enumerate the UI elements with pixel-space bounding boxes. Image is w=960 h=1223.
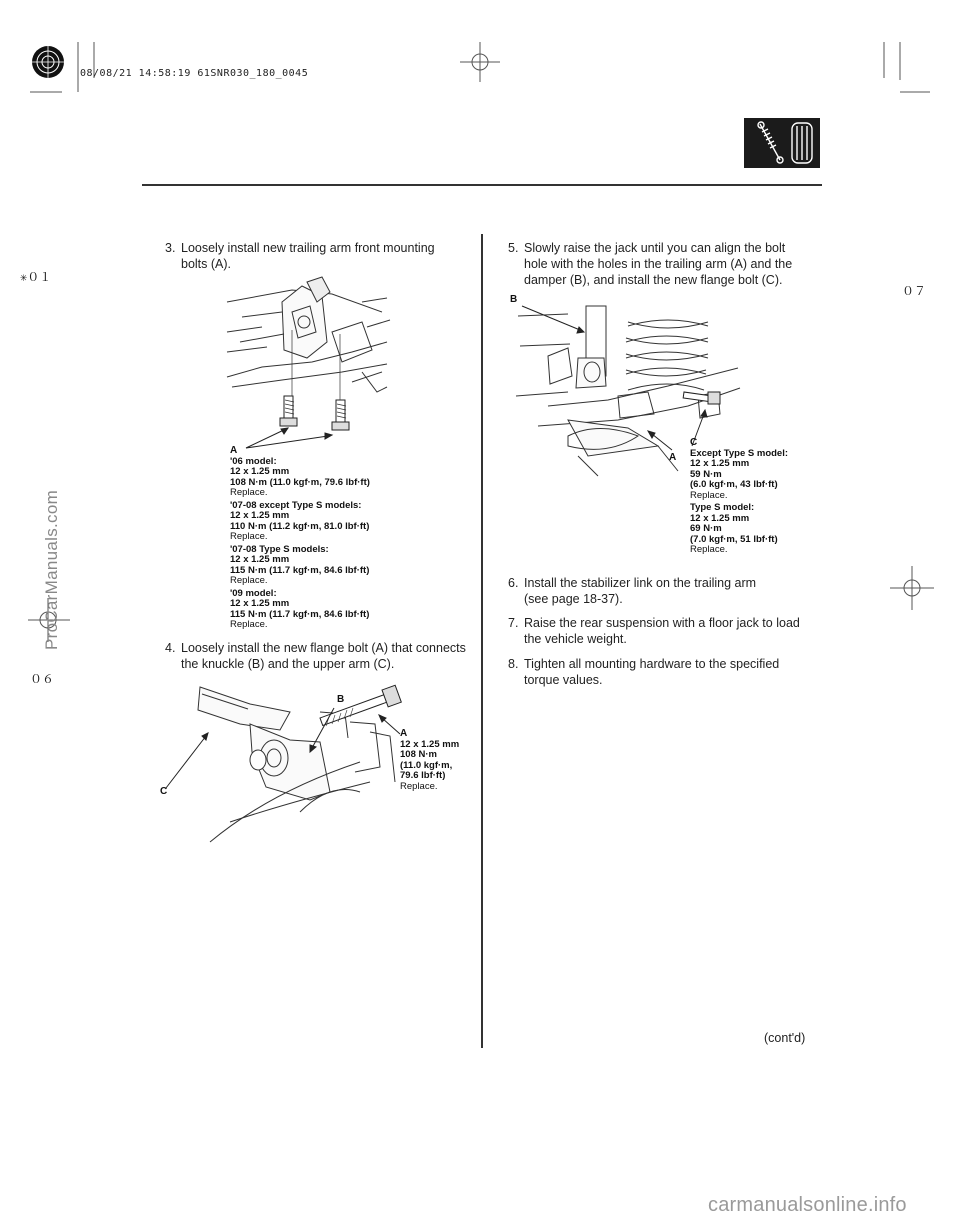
print-stamp: 08/08/21 14:58:19 61SNR030_180_0045 <box>80 68 309 79</box>
step-3 <box>165 240 475 272</box>
spec-torque: 110 N·m (11.2 kgf·m, 81.0 lbf·ft) <box>230 520 370 532</box>
spec-torque: 59 N·m <box>690 468 722 480</box>
callout-b: B <box>337 694 345 705</box>
step-text: Tighten all mounting hardware to the specified <box>524 657 780 671</box>
step-8 <box>508 656 828 688</box>
trailing-arm-front-illustration <box>222 272 392 437</box>
spec-note: Replace. <box>690 544 728 555</box>
registration-target-icon <box>30 44 70 84</box>
margin-mark-left-top: ✳０１ <box>20 270 52 284</box>
spec-torque: 69 N·m <box>690 523 722 534</box>
step-number: 7. <box>508 616 519 630</box>
spec-size: 12 x 1.25 mm <box>400 738 460 750</box>
spec-entry <box>230 457 470 499</box>
watermark-side: ProCarManuals.com <box>42 489 61 650</box>
header-rule <box>142 184 822 186</box>
step-text: hole with the holes in the trailing arm (A) and the <box>524 257 793 271</box>
step-5 <box>508 240 828 288</box>
step-text: Loosely install the new flange bolt (A) that connects <box>181 641 466 655</box>
step-text: Install the stabilizer link on the trailing arm <box>524 576 757 590</box>
margin-mark-right-top: ０７ <box>902 284 927 298</box>
step-text: bolts (A). <box>181 257 232 271</box>
spec-note: Replace. <box>230 575 268 586</box>
spec-size: 12 x 1.25 mm <box>230 598 290 609</box>
spec-model: Type S model: <box>690 502 755 513</box>
step-number: 6. <box>508 576 519 590</box>
spec-note: Replace. <box>230 487 268 498</box>
step-text: Slowly raise the jack until you can align the bolt <box>524 241 786 255</box>
callout-a: A <box>400 728 408 739</box>
spec-size: 12 x 1.25 mm <box>690 512 750 524</box>
spec-size: 12 x 1.25 mm <box>230 554 290 565</box>
step-number: 3. <box>165 241 176 255</box>
spec-note: Replace. <box>230 619 268 630</box>
fig3-spec-block <box>690 438 840 556</box>
callout-a: A <box>230 445 238 456</box>
spec-torque: (7.0 kgf·m, 51 lbf·ft) <box>690 533 778 545</box>
spec-model: Except Type S model: <box>690 447 789 459</box>
step-text: Loosely install new trailing arm front mounting <box>181 241 435 255</box>
spec-torque: (11.0 kgf·m, <box>400 759 453 771</box>
callout-c: C <box>690 437 698 448</box>
section-icon-box <box>744 118 820 168</box>
spec-note: Replace. <box>230 531 268 542</box>
spec-torque: (6.0 kgf·m, 43 lbf·ft) <box>690 479 778 490</box>
step-text: torque values. <box>524 673 603 687</box>
spec-entry <box>230 589 470 631</box>
step-number: 4. <box>165 641 176 655</box>
spec-torque: 115 N·m (11.7 kgf·m, 84.6 lbf·ft) <box>230 608 370 620</box>
step-text: the knuckle (B) and the upper arm (C). <box>181 657 395 671</box>
spec-model: '06 model: <box>230 455 277 467</box>
spec-size: 12 x 1.25 mm <box>230 466 290 477</box>
spec-torque: 115 N·m (11.7 kgf·m, 84.6 lbf·ft) <box>230 564 370 576</box>
spec-note: Replace. <box>400 780 438 792</box>
spec-torque: 79.6 lbf·ft) <box>400 770 446 781</box>
suspension-icon <box>744 118 820 168</box>
spec-model: '07-08 Type S models: <box>230 543 329 555</box>
step-4 <box>165 640 475 672</box>
step-text: Raise the rear suspension with a floor jack to load <box>524 616 800 630</box>
step-7 <box>508 615 828 647</box>
step-number: 5. <box>508 241 519 255</box>
callout-c: C <box>160 786 168 797</box>
fig1-spec-block <box>230 446 470 631</box>
spec-model: '07-08 except Type S models: <box>230 499 362 511</box>
continued-note: (cont'd) <box>764 1031 806 1045</box>
spec-entry <box>230 501 470 543</box>
fig2-spec-block <box>400 729 480 792</box>
spec-size: 12 x 1.25 mm <box>690 458 750 469</box>
step-text: the vehicle weight. <box>524 632 627 646</box>
callout-a: A <box>669 452 677 463</box>
step-text: (see page 18-37). <box>524 592 623 606</box>
spec-torque: 108 N·m <box>400 749 437 760</box>
step-number: 8. <box>508 657 519 671</box>
spec-size: 12 x 1.25 mm <box>230 510 290 521</box>
step-6 <box>508 575 828 607</box>
spec-model: '09 model: <box>230 587 277 599</box>
column-divider <box>481 234 483 1048</box>
margin-mark-left-bottom: ０６ <box>30 672 55 686</box>
step-text: damper (B), and install the new flange bolt (C). <box>524 273 783 287</box>
watermark-bottom: carmanualsonline.info <box>708 1194 907 1216</box>
spec-note: Replace. <box>690 489 728 501</box>
spec-entry <box>230 545 470 587</box>
callout-b: B <box>510 294 518 305</box>
spec-torque: 108 N·m (11.0 kgf·m, 79.6 lbf·ft) <box>230 476 370 488</box>
